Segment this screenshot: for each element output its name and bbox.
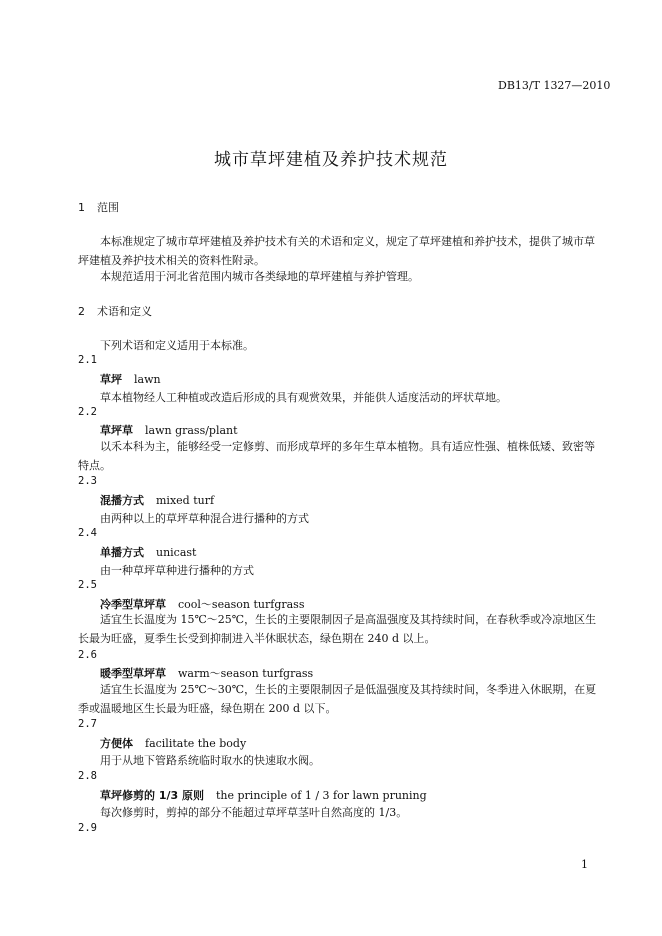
section-1-paragraph-2: 本规范适用于河北省范围内城市各类绿地的草坪建植与养护管理。	[100, 270, 419, 283]
term-zh: 草坪草	[100, 424, 133, 437]
page-title: 城市草坪建植及养护技术规范	[214, 150, 448, 170]
term-en: unicast	[156, 546, 197, 559]
section-2-heading	[78, 303, 152, 319]
term-number: 2.4	[78, 527, 97, 539]
term-definition: 用于从地下管路系统临时取水的快速取水阀。	[100, 754, 320, 767]
term-title	[100, 422, 238, 438]
term-definition: 草本植物经人工种植或改造后形成的具有观赏效果，并能供人适度活动的坪状草地。	[100, 391, 507, 404]
term-definition: 适宜生长温度为 15℃～25℃，生长的主要限制因子是高温强度及其持续时间，在春秋季或冷凉地区生长最为旺盛，夏季生长受到抑制进入半休眠状态，绿色期在 240 d 以上。	[78, 613, 597, 645]
term-number: 2.1	[78, 354, 97, 366]
section-1-title: 范围	[97, 201, 119, 214]
term-definition: 由一种草坪草种进行播种的方式	[100, 564, 254, 577]
term-en: the principle of 1 / 3 for lawn pruning	[215, 789, 427, 802]
term-title	[100, 787, 427, 803]
term-en: facilitate the body	[145, 737, 247, 750]
section-2-number: 2	[78, 305, 85, 318]
term-zh: 方便体	[100, 737, 133, 750]
term-en: cool～season turfgrass	[178, 598, 305, 611]
term-number: 2.8	[78, 770, 97, 782]
term-zh: 冷季型草坪草	[100, 598, 166, 611]
term-definition: 以禾本科为主，能够经受一定修剪、而形成草坪的多年生草本植物。具有适应性强、植株低矮、致密等特点。	[78, 440, 595, 472]
page-number: 1	[581, 858, 588, 871]
term-title	[100, 544, 196, 560]
term-en: warm～season turfgrass	[178, 667, 314, 680]
term-definition: 适宜生长温度为 25℃～30℃，生长的主要限制因子是低温强度及其持续时间，冬季进入休眠期，在夏季或温暖地区生长最为旺盛，绿色期在 200 d 以下。	[78, 683, 597, 715]
term-number: 2.5	[78, 579, 97, 591]
term-zh: 草坪	[100, 373, 122, 386]
term-number: 2.6	[78, 649, 97, 661]
section-2-intro: 下列术语和定义适用于本标准。	[100, 339, 254, 352]
term-number: 2.2	[78, 406, 97, 418]
term-title	[100, 735, 246, 751]
term-en: lawn	[134, 373, 161, 386]
term-en: mixed turf	[156, 494, 215, 507]
term-en: lawn grass/plant	[145, 424, 238, 437]
term-number: 2.3	[78, 475, 97, 487]
term-definition: 每次修剪时，剪掉的部分不能超过草坪草茎叶自然高度的 1/3。	[100, 806, 408, 819]
section-1-number: 1	[78, 201, 85, 214]
section-2-title: 术语和定义	[97, 305, 152, 318]
section-1-heading	[78, 199, 119, 215]
term-zh: 草坪修剪的 1/3 原则	[100, 789, 204, 802]
term-number: 2.7	[78, 718, 97, 730]
term-definition: 由两种以上的草坪草种混合进行播种的方式	[100, 512, 309, 525]
term-number: 2.9	[78, 822, 97, 834]
term-zh: 混播方式	[100, 494, 144, 507]
term-zh: 暖季型草坪草	[100, 667, 166, 680]
term-zh: 单播方式	[100, 546, 144, 559]
section-1-paragraph-1: 本标准规定了城市草坪建植及养护技术有关的术语和定义，规定了草坪建植和养护技术，提供了城市草坪建植及养护技术相关的资料性附录。	[78, 235, 595, 267]
document-code: DB13/T 1327—2010	[498, 79, 611, 92]
term-title	[100, 371, 161, 387]
term-title	[100, 492, 214, 508]
term-title	[100, 665, 313, 681]
